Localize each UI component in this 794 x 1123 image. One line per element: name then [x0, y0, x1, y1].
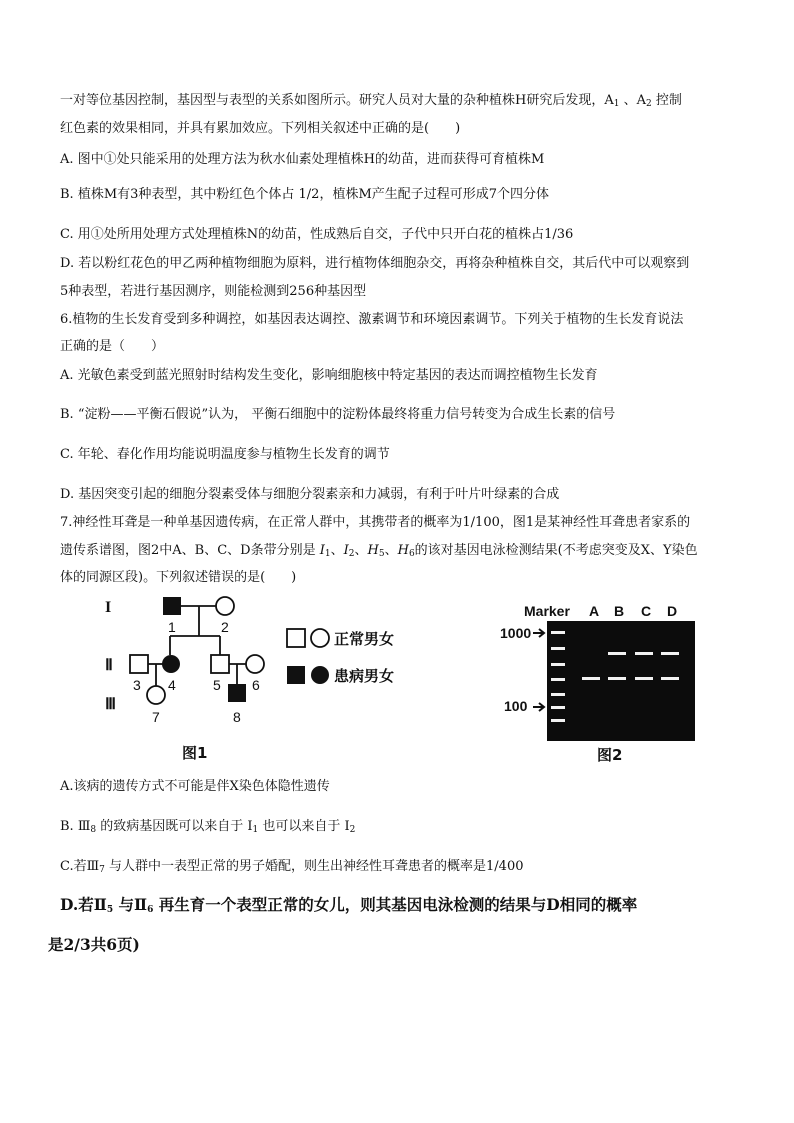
question-6-line2: 正确的是（ ）	[60, 339, 165, 354]
size-label-100: 100	[504, 698, 528, 714]
question-7-line2: 遗传系谱图，图2中A、B、C、D条带分别是 $I_1$、$I_2$、$H_5$、$H_6$的该对基因电泳检测结果(不考虑突变及X、Y染色	[60, 543, 698, 559]
generation-label-2: Ⅱ	[105, 657, 113, 674]
question-7-line3: 体的同源区段)。下列叙述错误的是( )	[60, 570, 297, 585]
upper-band-lane-2	[608, 652, 626, 655]
generation-label-1: I	[105, 599, 112, 616]
question-7-line1: 7.神经性耳聋是一种单基因遗传病，在正常人群中，其携带者的概率为1/100，图1是某神经性耳聋患者家系的	[60, 515, 691, 530]
lower-band-lane-2	[608, 677, 626, 680]
individual-III8-affected-male	[228, 684, 246, 702]
lower-band-lane-1	[582, 677, 600, 680]
option-c-q6: C. 年轮、春化作用均能说明温度参与植物生长发育的调节	[60, 447, 390, 462]
option-c-q5: C. 用①处所用处理方式处理植株N的幼苗，性成熟后自交，子代中只开白花的植株占1/36	[60, 227, 574, 242]
option-b-q5: B. 植株M有3种表型，其中粉红色个体占 1/2，植株M产生配子过程可形成7个四分体	[60, 187, 550, 202]
option-d-q7-line2: 是2/3共6页)	[48, 935, 140, 954]
option-a-q5: A. 图中①处只能采用的处理方法为秋水仙素处理植株H的幼苗，进而获得可育植株M	[60, 152, 545, 167]
legend-normal-female-symbol	[311, 629, 329, 647]
individual-II4-affected-female	[162, 655, 180, 673]
question-6-line1: 6.植物的生长发育受到多种调控，如基因表达调控、激素调节和环境因素调节。下列关于植物的生长发育说法	[60, 312, 684, 327]
lane-label-c: C	[641, 603, 652, 619]
option-d-q5-line1: D. 若以粉红花色的甲乙两种植物细胞为原料，进行植物体细胞杂交，再将杂种植株自交，其后代中可以观察到	[60, 256, 690, 271]
option-b-q6: B. “淀粉——平衡石假说”认为， 平衡石细胞中的淀粉体最终将重力信号转变为合成生长素的信号	[60, 407, 616, 422]
marker-band	[551, 719, 565, 722]
size-label-1000: 1000	[500, 625, 532, 641]
marker-label: Marker	[524, 603, 570, 619]
option-c-q7: C.若$Ⅲ_7$ 与人群中一表型正常的男子婚配，则生出神经性耳聋患者的概率是1/400	[60, 859, 524, 875]
option-d-q5-line2: 5种表型，若进行基因测序，则能检测到256种基因型	[60, 284, 367, 299]
figure-2-caption: 图2	[597, 746, 623, 764]
marker-band	[551, 663, 565, 666]
individual-II5-normal-male	[211, 655, 229, 673]
individual-I1-affected-male	[163, 597, 181, 615]
number-2: 2	[221, 619, 229, 635]
number-6: 6	[252, 677, 260, 693]
marker-band	[551, 647, 565, 650]
lane-label-d: D	[667, 603, 678, 619]
number-8: 8	[233, 709, 241, 725]
option-d-q7-line1: D.若$Ⅱ_5$ 与$Ⅱ_6$ 再生育一个表型正常的女儿，则其基因电泳检测的结果与D相同的概率	[60, 895, 638, 915]
legend-affected-female-symbol	[311, 666, 329, 684]
upper-band-lane-3	[635, 652, 653, 655]
option-a-q6: A. 光敏色素受到蓝光照射时结构发生变化，影响细胞核中特定基因的表达而调控植物生长发育	[60, 368, 598, 383]
pedigree-figure	[100, 588, 430, 768]
number-7: 7	[152, 709, 160, 725]
marker-band	[551, 678, 565, 681]
legend-affected-male-symbol	[287, 666, 305, 684]
option-d-q6: D. 基因突变引起的细胞分裂素受体与细胞分裂素亲和力减弱，有利于叶片叶绿素的合成	[60, 487, 560, 502]
lane-label-a: A	[589, 603, 600, 619]
text-line-1: 一对等位基因控制，基因型与表型的关系如图所示。研究人员对大量的杂种植株H研究后发现，$A_1$ 、$A_2$ 控制	[60, 93, 682, 109]
number-3: 3	[133, 677, 141, 693]
text-line-2: 红色素的效果相同，并具有累加效应。下列相关叙述中正确的是( )	[60, 121, 461, 136]
generation-label-3: Ⅲ	[105, 696, 117, 713]
arrow-100	[533, 703, 544, 711]
number-5: 5	[213, 677, 221, 693]
gel-electrophoresis-figure	[490, 598, 710, 768]
legend-normal-label: 正常男女	[334, 630, 395, 648]
lower-band-lane-4	[661, 677, 679, 680]
upper-band-lane-4	[661, 652, 679, 655]
option-a-q7: A.该病的遗传方式不可能是伴X染色体隐性遗传	[60, 779, 330, 794]
individual-II3-normal-male	[130, 655, 148, 673]
lane-label-b: B	[614, 603, 625, 619]
legend-normal-male-symbol	[287, 629, 305, 647]
gel-background	[547, 621, 695, 741]
figure-1-caption: 图1	[182, 744, 208, 762]
option-b-q7: B. $Ⅲ_8$ 的致病基因既可以来自于 $I_1$ 也可以来自于 $I_2$	[60, 819, 356, 835]
marker-band	[551, 631, 565, 634]
number-1: 1	[168, 619, 176, 635]
individual-III7-normal-female	[147, 686, 165, 704]
arrow-1000	[533, 629, 544, 637]
marker-band	[551, 706, 565, 709]
individual-II6-normal-female	[246, 655, 264, 673]
number-4: 4	[168, 677, 176, 693]
legend-affected-label: 患病男女	[334, 667, 395, 685]
marker-band	[551, 693, 565, 696]
lower-band-lane-3	[635, 677, 653, 680]
individual-I2-normal-female	[216, 597, 234, 615]
